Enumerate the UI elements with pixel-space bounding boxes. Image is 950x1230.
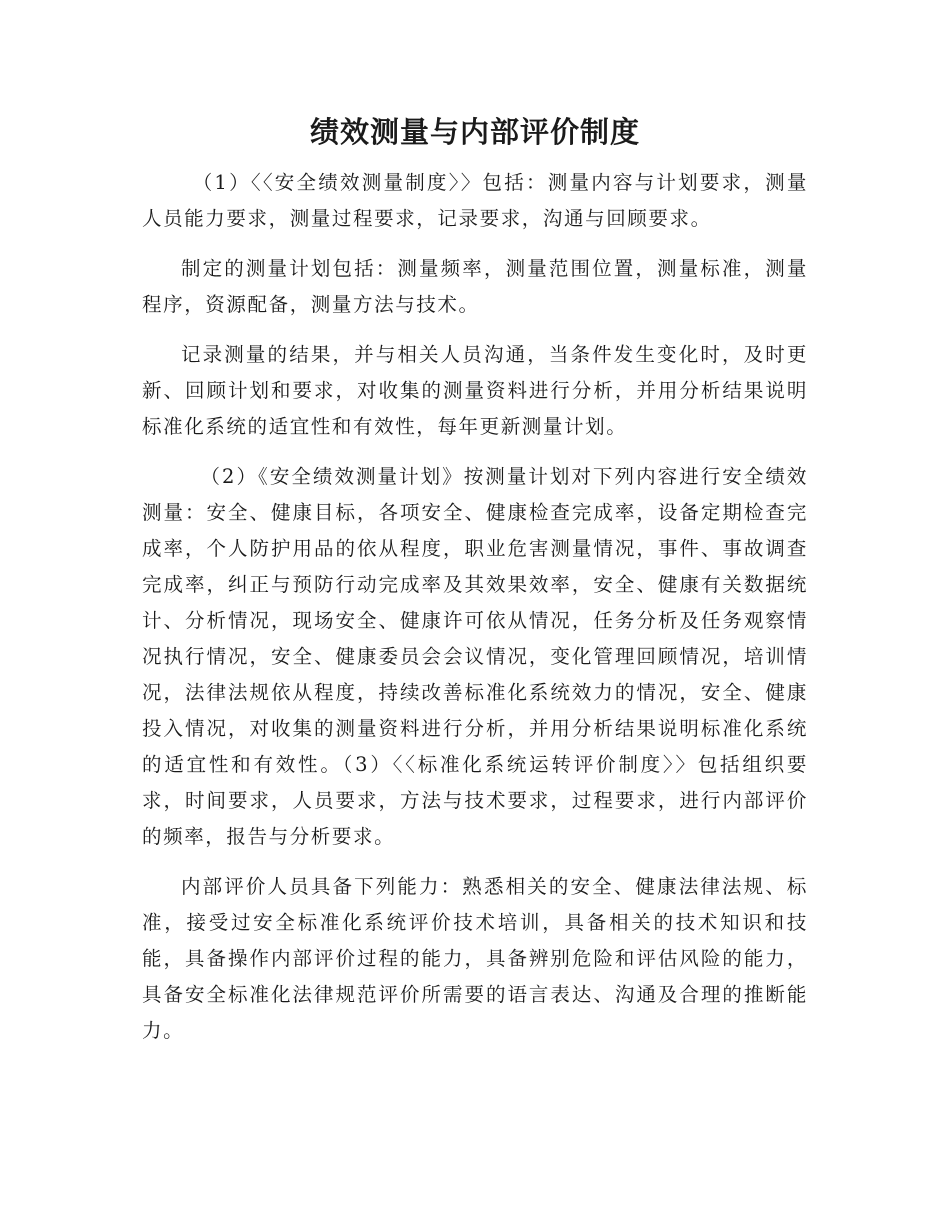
document-body (142, 165, 808, 1063)
paragraph-record-results: 记录测量的结果，并与相关人员沟通，当条件发生变化时，及时更新、回顾计划和要求，对收集的测量资料进行分析，并用分析结果说明标准化系统的适宜性和有效性，每年更新测量计划。 (142, 343, 808, 438)
document-title: 绩效测量与内部评价制度 (309, 115, 640, 149)
paragraph-evaluator-abilities: 内部评价人员具备下列能力：熟悉相关的安全、健康法律法规、标准，接受过安全标准化系统评价技术培训，具备相关的技术知识和技能，具备操作内部评价过程的能力，具备辨别危险和评估风险的能力，具备安全标准化法律规范评价所需要的语言表达、沟通及合理的推断能力。 (142, 875, 808, 1042)
paragraph-performance-plan: （2）《安全绩效测量计划》按测量计划对下列内容进行安全绩效测量：安全、健康目标，各项安全、健康检查完成率，设备定期检查完成率，个人防护用品的依从程度，职业危害测量情况，事件、事故调查完成率，纠正与预防行动完成率及其效果效率，安全、健康有关数据统计、分析情况，现场安全、健康许可依从情况，任务分析及任务观察情况执行情况，安全、健康委员会会议情况，变化管理回顾情况，培训情况，法律法规依从程度，持续改善标准化系统效力的情况，安全、健康投入情况，对收集的测量资料进行分析，并用分析结果说明标准化系统的适宜性和有效性。（3）〈〈标准化系统运转评价制度〉〉包括组织要求，时间要求，人员要求，方法与技术要求，过程要求，进行内部评价的频率，报告与分析要求。 (142, 465, 808, 848)
paragraph-measurement-plan: 制定的测量计划包括：测量频率，测量范围位置，测量标准，测量程序，资源配备，测量方法与技术。 (142, 257, 808, 316)
paragraph-measurement-system: （1）〈〈安全绩效测量制度〉〉包括：测量内容与计划要求，测量人员能力要求，测量过程要求，记录要求，沟通与回顾要求。 (142, 171, 808, 230)
